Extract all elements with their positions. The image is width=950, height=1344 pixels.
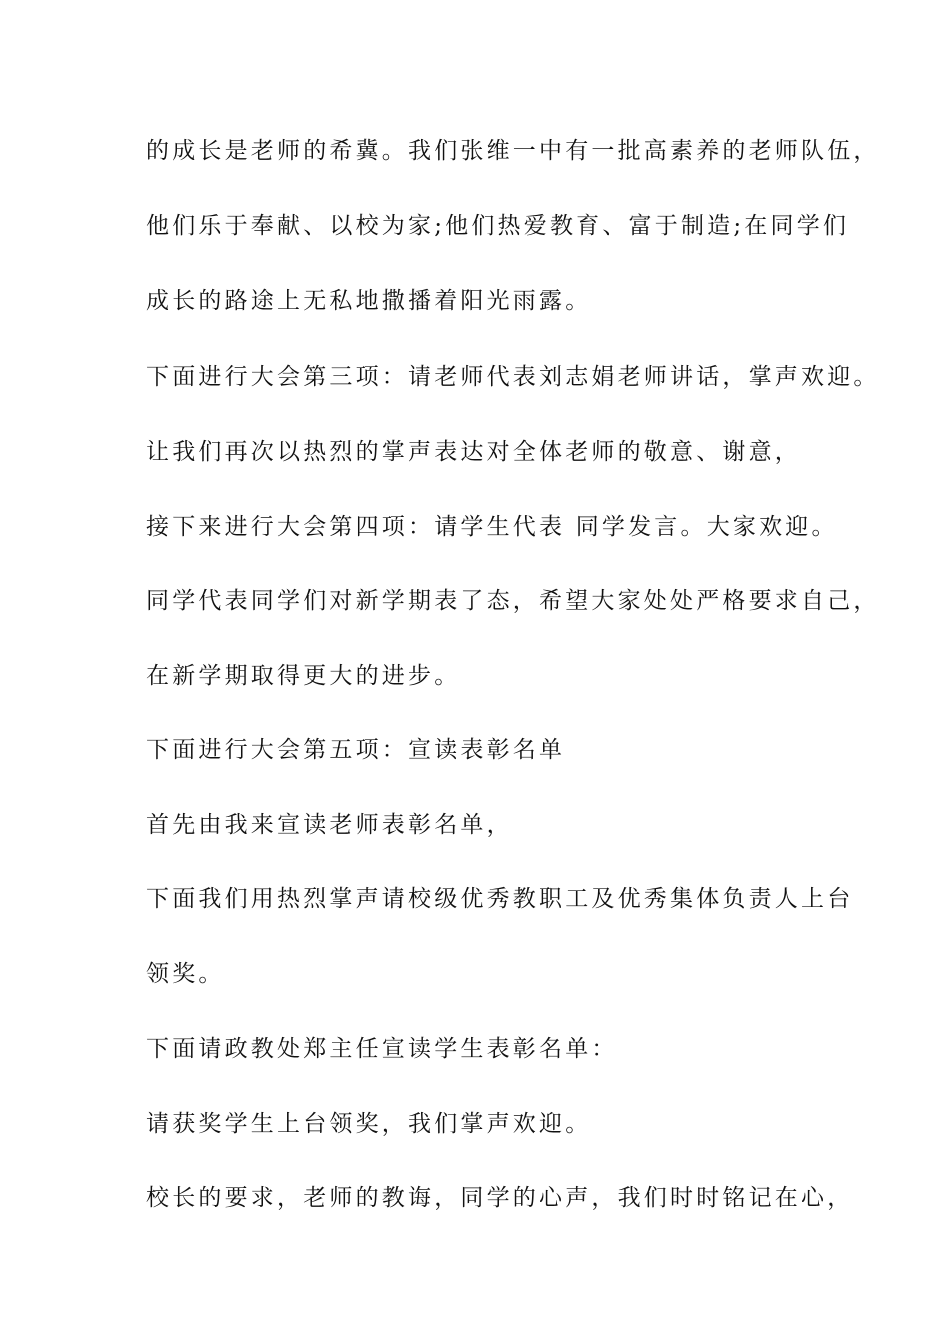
text-line: 成长的路途上无私地撒播着阳光雨露。: [146, 288, 592, 314]
text-line: 同学代表同学们对新学期表了态，希望大家处处严格要求自己，: [146, 588, 880, 614]
text-line: 在新学期取得更大的进步。: [146, 663, 461, 689]
text-line: 让我们再次以热烈的掌声表达对全体老师的敬意、谢意，: [146, 439, 801, 465]
text-line: 下面进行大会第五项：宣读表彰名单: [146, 737, 566, 763]
text-line: 请获奖学生上台领奖，我们掌声欢迎。: [146, 1111, 592, 1137]
text-line: 他们乐于奉献、以校为家;他们热爱教育、富于制造;在同学们: [146, 213, 850, 239]
text-line: 领奖。: [146, 961, 225, 987]
text-line: 接下来进行大会第四项：请学生代表 同学发言。大家欢迎。: [146, 514, 838, 540]
text-line: 的成长是老师的希冀。我们张维一中有一批高素养的老师队伍，: [146, 138, 880, 164]
text-line: 下面我们用热烈掌声请校级优秀教职工及优秀集体负责人上台: [146, 886, 854, 912]
text-line: 下面请政教处郑主任宣读学生表彰名单：: [146, 1036, 618, 1062]
text-line: 首先由我来宣读老师表彰名单，: [146, 812, 513, 838]
text-line: 校长的要求，老师的教诲，同学的心声，我们时时铭记在心，: [146, 1185, 854, 1211]
text-line: 下面进行大会第三项：请老师代表刘志娟老师讲话，掌声欢迎。: [146, 364, 880, 390]
